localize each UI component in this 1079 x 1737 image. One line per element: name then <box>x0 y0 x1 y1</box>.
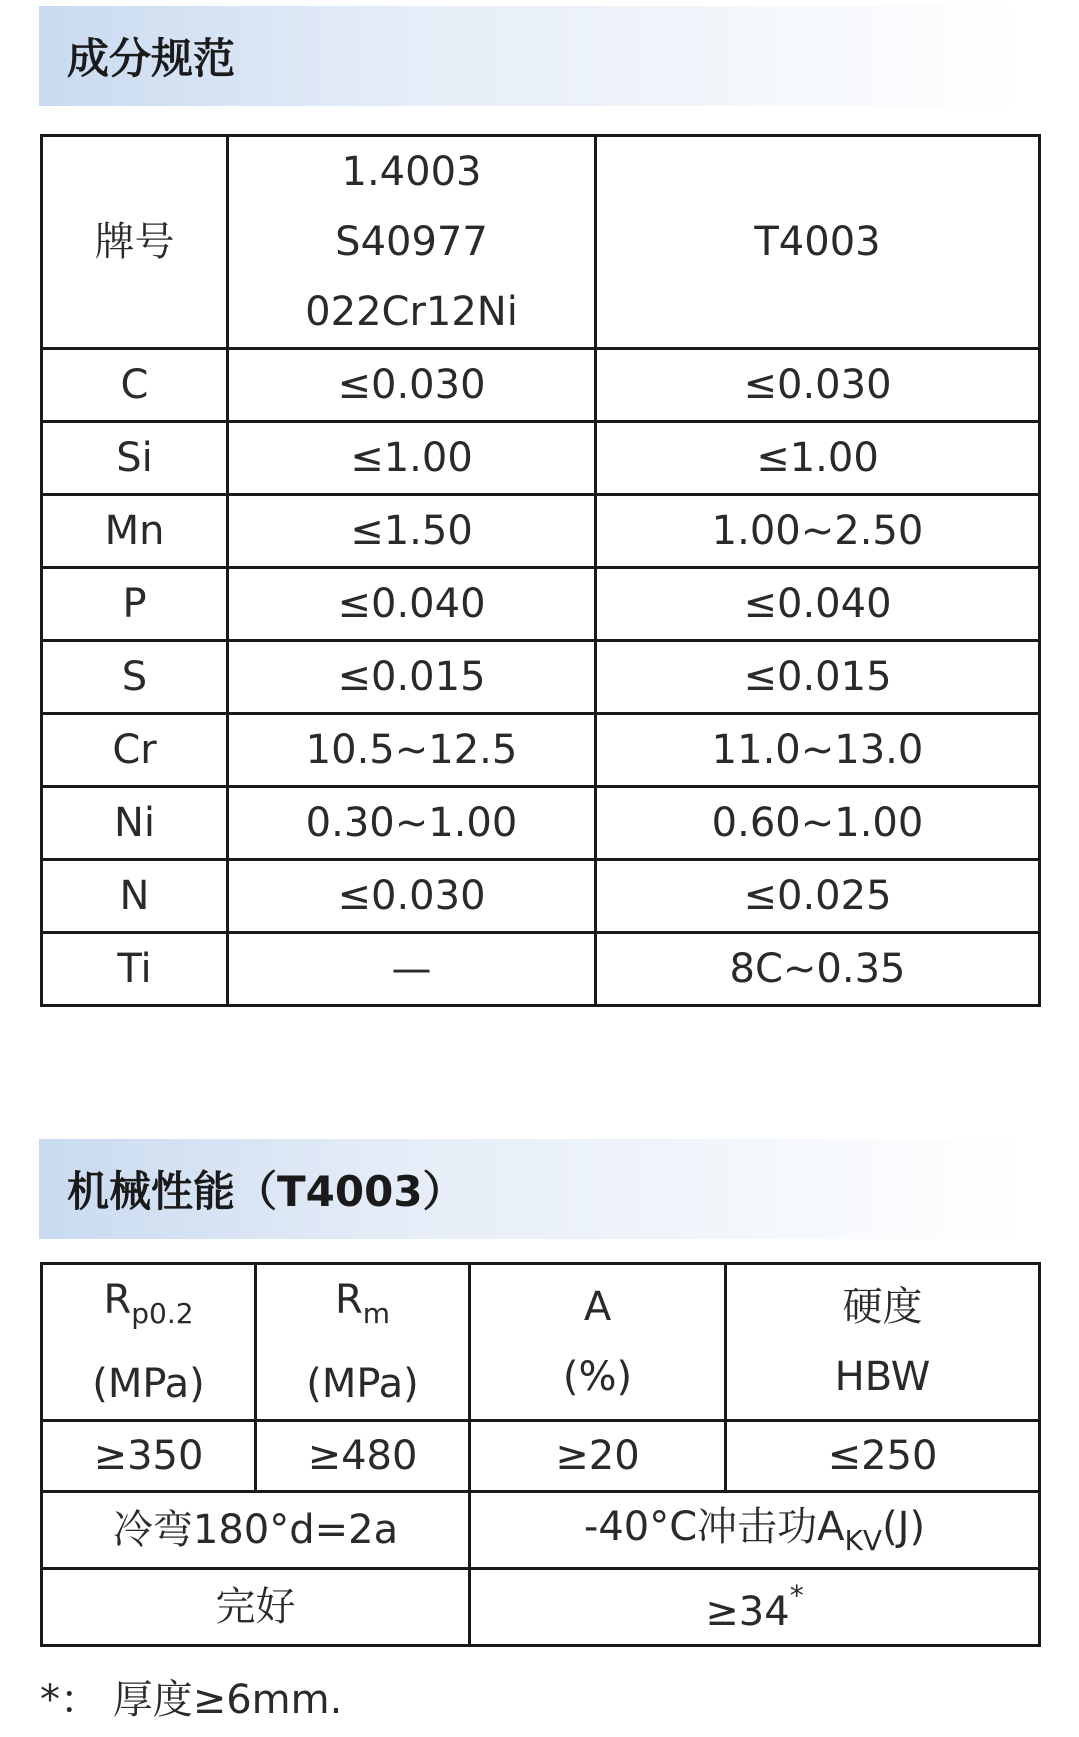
mechanical-header-row <box>42 1264 1040 1421</box>
grade-a-value: — <box>228 933 596 1006</box>
impact-value-main: ≥34 <box>705 1588 790 1635</box>
rp-main: R <box>103 1277 132 1323</box>
grade-a-cell <box>228 136 596 349</box>
rp-header-cell <box>42 1264 256 1421</box>
table-row <box>42 349 1040 422</box>
grade-a-value: ≤0.030 <box>228 349 596 422</box>
rp-unit: (MPa) <box>92 1361 205 1407</box>
mechanical-values-row <box>42 1421 1040 1492</box>
element-cell: Cr <box>42 714 228 787</box>
element-cell: Si <box>42 422 228 495</box>
grade-b-value: 0.60~1.00 <box>596 787 1040 860</box>
rm-unit: (MPa) <box>306 1361 419 1407</box>
rp-subscript: p0.2 <box>131 1297 194 1330</box>
grade-b-value: ≤1.00 <box>596 422 1040 495</box>
test-value-row <box>42 1569 1040 1646</box>
rp-value: ≥350 <box>42 1421 256 1492</box>
grade-a-value: ≤1.00 <box>228 422 596 495</box>
table-row <box>42 860 1040 933</box>
grade-b-value: 8C~0.35 <box>596 933 1040 1006</box>
hardness-label: 硬度 <box>842 1284 923 1330</box>
element-cell: Ti <box>42 933 228 1006</box>
grade-a-value: 0.30~1.00 <box>228 787 596 860</box>
table-row <box>42 787 1040 860</box>
impact-test-value <box>470 1569 1040 1646</box>
grade-a-value: 10.5~12.5 <box>228 714 596 787</box>
table-row <box>42 933 1040 1006</box>
grade-a-value: ≤0.030 <box>228 860 596 933</box>
grade-a-value: ≤0.040 <box>228 568 596 641</box>
hardness-header-cell <box>726 1264 1040 1421</box>
a-unit: (%) <box>562 1354 633 1400</box>
table-row <box>42 568 1040 641</box>
a-symbol: A <box>583 1284 612 1330</box>
a-header-cell <box>470 1264 726 1421</box>
grade-b-value: ≤0.015 <box>596 641 1040 714</box>
element-cell: P <box>42 568 228 641</box>
mechanical-section-header <box>39 1139 1024 1239</box>
impact-label-main: -40°C冲击功A <box>583 1503 845 1550</box>
grade-a-value: ≤0.015 <box>228 641 596 714</box>
grade-b-value: ≤0.030 <box>596 349 1040 422</box>
table-row <box>42 714 1040 787</box>
composition-section-title: 成分规范 <box>67 34 236 83</box>
element-cell: N <box>42 860 228 933</box>
table-row <box>42 495 1040 568</box>
impact-test-label <box>470 1492 1040 1569</box>
table-row <box>42 422 1040 495</box>
grade-b-value: ≤0.025 <box>596 860 1040 933</box>
impact-label-subscript: KV <box>844 1523 883 1557</box>
grade-a-line: 022Cr12Ni <box>305 289 518 335</box>
mechanical-section-title: 机械性能（T4003） <box>67 1167 465 1216</box>
grade-b-cell: T4003 <box>596 136 1040 349</box>
element-cell: C <box>42 349 228 422</box>
hardness-unit: HBW <box>834 1354 931 1400</box>
grade-a-line: S40977 <box>335 219 488 265</box>
grade-a-line: 1.4003 <box>341 149 482 195</box>
mechanical-table <box>40 1262 1041 1647</box>
rm-header-cell <box>256 1264 470 1421</box>
element-cell: S <box>42 641 228 714</box>
rm-main: R <box>334 1277 363 1323</box>
grade-b-value: 1.00~2.50 <box>596 495 1040 568</box>
composition-section-header <box>39 6 1024 106</box>
impact-value-footnote-mark: * <box>789 1578 804 1612</box>
rm-symbol <box>257 1265 468 1349</box>
element-cell: Mn <box>42 495 228 568</box>
bend-test-value: 完好 <box>42 1569 470 1646</box>
rm-value: ≥480 <box>256 1421 470 1492</box>
composition-table <box>40 134 1041 1007</box>
test-label-row <box>42 1492 1040 1569</box>
impact-label-unit: (J) <box>882 1503 926 1550</box>
grade-b-value: 11.0~13.0 <box>596 714 1040 787</box>
footnote: *： 厚度≥6mm. <box>40 1677 343 1723</box>
grade-b-value: ≤0.040 <box>596 568 1040 641</box>
hardness-value: ≤250 <box>726 1421 1040 1492</box>
a-value: ≥20 <box>470 1421 726 1492</box>
table-header-row <box>42 136 1040 349</box>
rp-symbol <box>43 1265 254 1349</box>
rm-subscript: m <box>362 1297 391 1330</box>
table-row <box>42 641 1040 714</box>
grade-label-cell: 牌号 <box>42 136 228 349</box>
grade-a-value: ≤1.50 <box>228 495 596 568</box>
bend-test-label: 冷弯180°d=2a <box>42 1492 470 1569</box>
element-cell: Ni <box>42 787 228 860</box>
